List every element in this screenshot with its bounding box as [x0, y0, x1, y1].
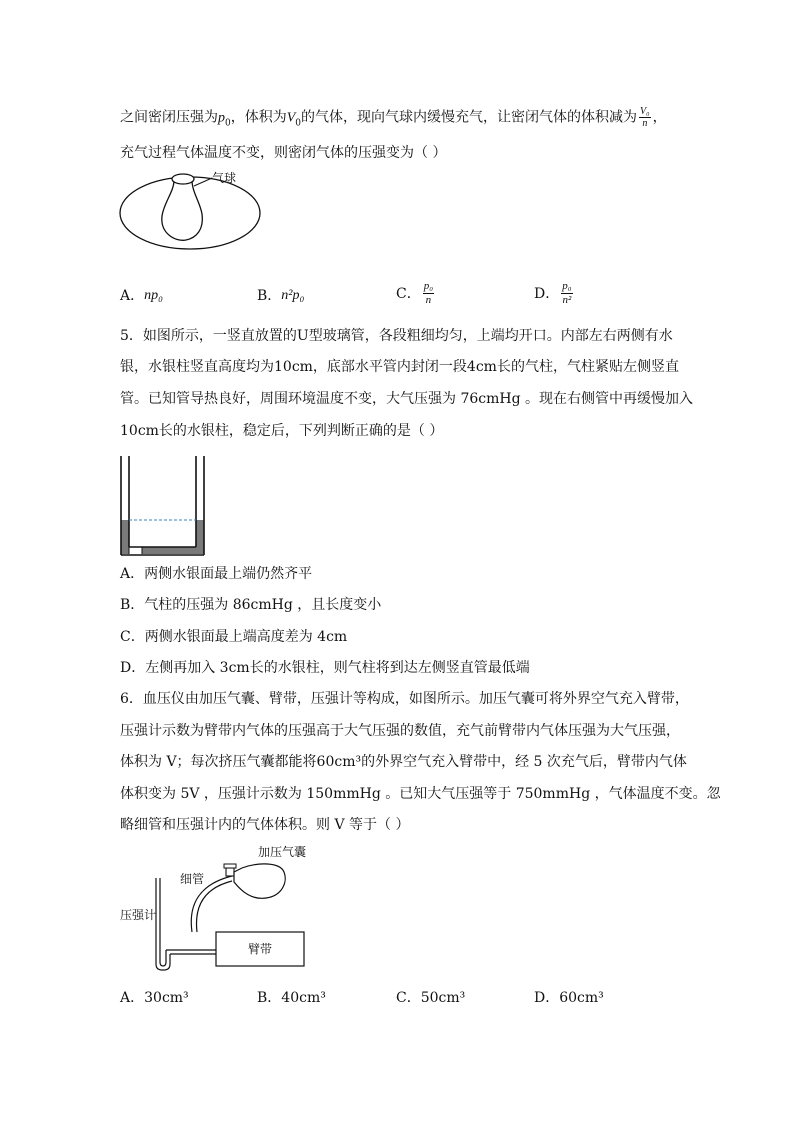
q6-option-a-text: 30cm³ — [144, 990, 189, 1006]
left-mercury — [121, 520, 129, 554]
q4-text-b: ，体积为 — [230, 109, 287, 126]
q4-v0: V — [286, 110, 296, 126]
bulb-shape — [234, 864, 285, 898]
balloon-pointer — [194, 178, 212, 186]
q5-line-4: 10cm长的水银柱，稳定后，下列判断正确的是（ ） — [120, 423, 444, 439]
balloon-shape — [162, 180, 202, 240]
q5-option-d: D．左侧再加入 3cm长的水银柱，则气柱将到达左侧竖直管最低端 — [120, 660, 530, 676]
q4-option-c-den: n — [425, 294, 432, 306]
q5-line-2: 银，水银柱竖直高度均为10cm，底部水平管内封闭一段4cm长的气柱，气柱紧贴左侧竖直 — [120, 359, 679, 375]
q4-v0-sub: 0 — [295, 118, 302, 129]
bulb-valve-cap — [224, 864, 236, 868]
right-mercury — [196, 520, 204, 554]
q5-option-a: A．两侧水银面最上端仍然齐平 — [120, 566, 313, 582]
q4-option-c-num: p₀ — [423, 280, 434, 292]
q4-line-2: 充气过程气体温度不变，则密闭气体的压强变为（ ） — [120, 145, 447, 161]
q4-option-d-letter: D． — [534, 285, 560, 302]
q5-option-b: B．气柱的压强为 86cmHg ，且长度变小 — [120, 597, 382, 613]
bulb-label: 加压气囊 — [258, 845, 307, 859]
gauge-tube-outer — [156, 878, 170, 970]
q4-text-a: 之间密闭压强为 — [120, 109, 218, 126]
q4-option-d-fraction — [561, 280, 572, 307]
q6-option-b-text: 40cm³ — [281, 990, 326, 1006]
q4-frac-num: V₀ — [640, 106, 650, 117]
q6-option-d — [534, 988, 604, 1008]
cuff-label: 臂带 — [247, 942, 273, 956]
q4-option-a-letter: A． — [120, 288, 145, 304]
q4-line-1 — [120, 106, 667, 133]
balloon-figure — [118, 166, 268, 250]
q6-option-d-text: 60cm³ — [559, 990, 604, 1006]
q6-option-c-letter: C． — [396, 990, 421, 1006]
q4-fraction — [639, 106, 651, 129]
q6-line-3: 体积为 V；每次挤压气囊都能将60cm³的外界空气充入臂带中，经 5 次充气后，臂带内气体 — [120, 754, 687, 770]
gauge-label: 压强计 — [120, 908, 157, 922]
air-column — [129, 547, 142, 554]
q4-option-b-text: n²p₀ — [281, 288, 305, 303]
q4-option-c — [396, 280, 436, 307]
u-tube-figure — [118, 454, 210, 556]
thin-tube-inner — [196, 881, 232, 932]
q6-option-c — [396, 988, 465, 1008]
q6-option-b — [257, 988, 326, 1008]
q6-option-d-letter: D． — [534, 990, 560, 1006]
q4-text-c: 的气体，现向气球内缓慢充气，让密闭气体的体积减为 — [301, 109, 638, 126]
balloon-label: 气球 — [212, 171, 237, 185]
q6-line-5: 略细管和压强计内的气体体积。则 V 等于（ ） — [120, 817, 410, 833]
flask-neck — [172, 174, 194, 184]
q4-option-d — [534, 280, 575, 307]
q4-option-b — [257, 286, 304, 306]
q6-option-b-letter: B． — [257, 990, 282, 1006]
q6-line-4: 体积变为 5V ，压强计示数为 150mmHg 。已知大气压强等于 750mmHg ，气体温度不变。忽 — [120, 786, 721, 802]
q6-options — [120, 988, 680, 1010]
q4-option-d-num: p₀ — [562, 280, 572, 292]
q4-option-a — [120, 286, 163, 306]
q6-option-a-letter: A． — [120, 990, 145, 1006]
gauge-tube-inner — [160, 878, 166, 966]
q4-option-a-text: np₀ — [144, 288, 163, 303]
q4-p0-sub: 0 — [225, 118, 231, 129]
q4-option-d-den: n² — [562, 294, 572, 306]
q4-option-b-letter: B． — [257, 288, 282, 304]
q4-option-c-fraction — [423, 280, 434, 307]
q6-line-1: 6．血压仪由加压气囊、臂带，压强计等构成，如图所示。加压气囊可将外界空气充入臂带， — [120, 691, 689, 707]
q5-line-1: 5．如图所示，一竖直放置的U型玻璃管，各段粗细均匀，上端均开口。内部左右两侧有水 — [120, 328, 673, 344]
q6-option-c-text: 50cm³ — [420, 990, 466, 1006]
q4-options — [120, 280, 680, 314]
q5-option-c: C．两侧水银面最上端高度差为 4cm — [120, 629, 348, 645]
q4-option-c-letter: C． — [396, 285, 421, 302]
q4-p0: p — [218, 110, 225, 126]
q4-text-d: ， — [652, 109, 667, 126]
tube-label: 细管 — [180, 872, 205, 886]
q6-line-2: 压强计示数为臂带内气体的压强高于大气压强的数值，充气前臂带内气体压强为大气压强， — [120, 723, 680, 739]
bulb-valve — [226, 868, 234, 876]
q6-option-a — [120, 988, 189, 1008]
q5-line-3: 管。已知管导热良好，周围环境温度不变，大气压强为 76cmHg 。现在右侧管中再缓慢加入 — [120, 391, 693, 407]
bottom-mercury — [142, 547, 196, 554]
blood-pressure-figure — [118, 842, 318, 976]
q4-frac-den: n — [642, 118, 648, 129]
